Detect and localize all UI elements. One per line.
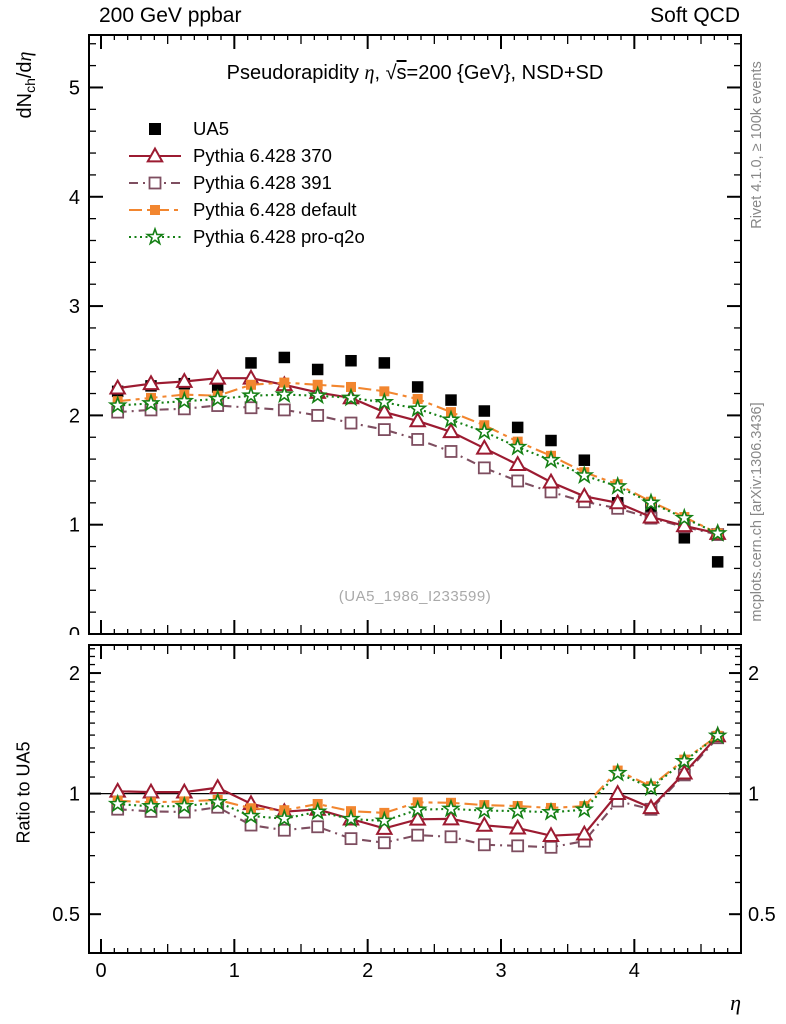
legend-marker-pythia-default <box>128 197 182 223</box>
ratio-ytick-label-right: 0.5 <box>748 904 776 927</box>
legend-marker-pythia-370 <box>128 143 182 169</box>
xtick-label: 0 <box>95 960 107 982</box>
xtick-label: 4 <box>628 960 640 982</box>
main-ytick-label: 5 <box>68 77 80 100</box>
legend-item-pythia-391 <box>128 169 332 196</box>
legend-marker-ua5 <box>128 116 182 142</box>
legend-item-pythia-default <box>128 196 357 223</box>
header-right-label: Soft QCD <box>650 4 740 27</box>
x-axis-label: η <box>730 990 741 1015</box>
ratio-ytick-label-right: 2 <box>748 663 760 686</box>
main-ytick-label: 4 <box>68 186 80 209</box>
legend-label: UA5 <box>193 117 229 139</box>
ratio-ytick-label-left: 2 <box>68 663 80 686</box>
legend-item-pythia-proq2o <box>128 223 365 250</box>
xtick-label: 3 <box>495 960 507 982</box>
analysis-watermark: (UA5_1986_I233599) <box>338 588 492 605</box>
main-ytick-label: 2 <box>68 405 80 428</box>
ratio-ytick-label-right: 1 <box>748 783 760 806</box>
series-pythia-6-428-370-ratio <box>110 728 724 841</box>
series-pythia-6-428-pro-q2o-main <box>110 387 725 540</box>
series-pythia-6-428-391-ratio <box>112 732 723 853</box>
xtick-label: 2 <box>362 960 374 982</box>
eta-symbol: η <box>14 51 36 62</box>
series-ua5-main <box>112 352 724 568</box>
legend-label: Pythia 6.428 pro-q2o <box>193 225 365 247</box>
eta-symbol: η <box>364 62 375 84</box>
legend-item-ua5 <box>128 115 229 142</box>
main-y-axis-label: $dN_{ch}/d\eta$ <box>14 51 38 119</box>
header-left-label: 200 GeV ppbar <box>99 4 242 27</box>
ratio-ytick-label-left: 0.5 <box>52 904 80 927</box>
legend-marker-pythia-proq2o <box>128 224 182 250</box>
ratio-ytick-label-left: 1 <box>68 783 80 806</box>
main-ytick-label: 3 <box>68 296 80 319</box>
legend-label: Pythia 6.428 default <box>193 198 357 220</box>
legend-label: Pythia 6.428 370 <box>193 144 332 166</box>
ratio-panel <box>52 645 776 982</box>
plot-title: Pseudorapidity η, √s=200 {GeV}, NSD+SD <box>226 62 604 84</box>
xtick-label: 1 <box>228 960 240 982</box>
ratio-y-axis-label: Ratio to UA5 <box>13 741 34 844</box>
legend-marker-pythia-391 <box>128 170 182 196</box>
main-ytick-label: 1 <box>68 514 80 537</box>
legend-item-pythia-370 <box>128 142 332 169</box>
legend-label: Pythia 6.428 391 <box>193 171 332 193</box>
rivet-version-note: Rivet 4.1.0, ≥ 100k events <box>749 61 765 229</box>
series-pythia-6-428-pro-q2o-ratio <box>110 728 725 828</box>
mcplots-arxiv-note: mcplots.cern.ch [arXiv:1306.3436] <box>749 402 765 622</box>
